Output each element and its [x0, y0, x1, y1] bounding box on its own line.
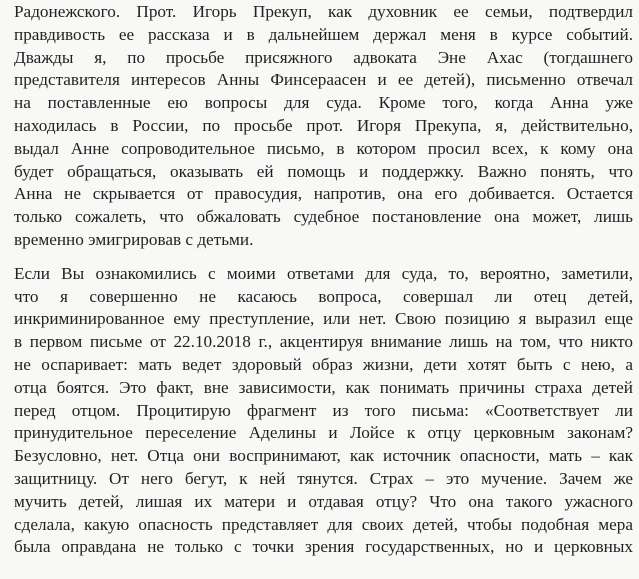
text-line: не оспаривает: мать ведет здоровый образ жизни, дети хотят быть с нею, а [14, 354, 633, 374]
text-line: выдал Анне сопроводительное письмо, в котором просил всех, к кому она [14, 138, 633, 158]
text-line: будет обращаться, оказывать ей помощь и поддержку. Важно понять, что [14, 161, 633, 181]
text-line: Дважды я, по просьбе присяжного адвоката Эне Ахас (тогдашнего [14, 47, 633, 67]
text-line: была оправдана не только с точки зрения государственных, но и церковных [14, 537, 633, 557]
text-line: Если Вы ознакомились с моими ответами для суда, то, вероятно, заметили, [14, 263, 633, 283]
text-line: Безусловно, нет. Отца они воспринимают, как источник опасности, мать – как [14, 446, 633, 466]
text-line: в первом письме от 22.10.2018 г., акцентируя внимание лишь на том, что никто [14, 332, 633, 352]
text-line: Радонежского. Прот. Игорь Прекуп, как духовник ее семьи, подтвердил [14, 2, 633, 21]
text-line: правдивость ее рассказа и в дальнейшем держал меня в курсе событий. [14, 24, 633, 44]
paragraph-1 [14, 1, 633, 252]
text-line: перед отцом. Процитирую фрагмент из того письма: «Соответствует ли [14, 400, 633, 420]
text-line: представителя интересов Анны Финсераасен и ее детей), письменно отвечал [14, 70, 633, 90]
text-line: только сожалеть, что обжаловать судебное постановление она может, лишь [14, 207, 633, 227]
paragraph-2 [14, 263, 633, 559]
text-line: отца боятся. Это факт, вне зависимости, как понимать причины страха детей [14, 377, 633, 397]
text-line: защитницу. От него бегут, к ней тянутся. Страх – это мучение. Зачем же [14, 468, 633, 488]
text-line: временно эмигрировав с детьми. [14, 229, 254, 249]
text-line: Анна не скрывается от правосудия, напротив, она его добивается. Остается [14, 184, 633, 204]
text-line: что я совершенно не касаюсь вопроса, совершал ли отец детей, [14, 286, 633, 306]
text-line: сделала, какую опасность представляет для своих детей, чтобы подобная мера [14, 514, 633, 534]
text-line: инкриминированное ему преступление, или нет. Свою позицию я выразил еще [14, 309, 633, 329]
text-line: находилась в России, по просьбе прот. Игоря Прекупа, я, действительно, [14, 115, 633, 135]
text-line: мучить детей, лишая их матери и отдавая отцу? Что она такого ужасного [14, 491, 633, 511]
text-line: принудительное переселение Аделины и Лойсе к отцу церковным законам? [14, 423, 633, 443]
text-line: на поставленные ею вопросы для суда. Кроме того, когда Анна уже [14, 93, 633, 113]
